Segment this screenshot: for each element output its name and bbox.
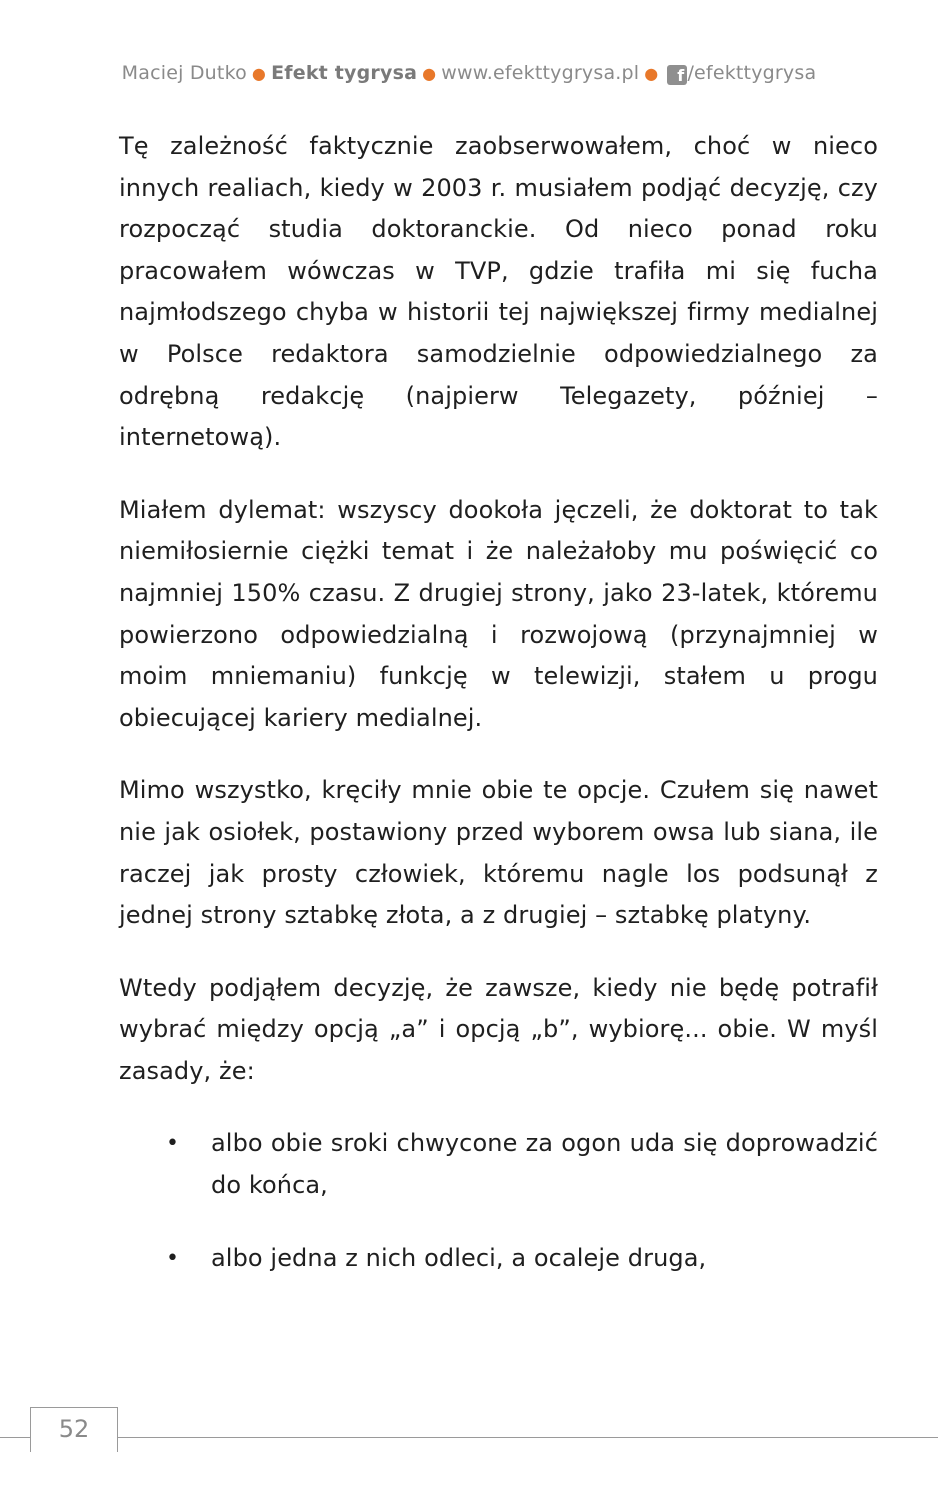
paragraph-1: Tę zależność faktycznie zaobserwowałem, choć w nieco innych realiach, kiedy w 2003 r. musiałem podjąć decyzję, czy rozpocząć studia doktoranckie. Od nieco ponad roku pracowałem wówczas w TVP, gdzie trafiła mi się fucha najmłodszego chyba w historii tej największej firmy medialnej w Polsce redaktora samodzielnie odpowiedzialnego za odrębną redakcję (najpierw Telegazety, później – internetową). [119, 132, 878, 452]
header-separator-2: ● [422, 64, 437, 83]
list-item [119, 1123, 878, 1206]
list-item [119, 1238, 878, 1280]
header-facebook-handle[interactable]: /efekttygrysa [687, 62, 817, 84]
footer-rule [0, 1437, 938, 1438]
bullet-icon: • [166, 1131, 180, 1157]
header-book-title: Efekt tygrysa [271, 62, 418, 84]
header-website-link[interactable]: www.efekttygrysa.pl [441, 62, 640, 84]
list-item-text: albo obie sroki chwycone za ogon uda się doprowadzić do końca, [211, 1129, 878, 1200]
paragraph-4: Wtedy podjąłem decyzję, że zawsze, kiedy nie będę potrafił wybrać między opcją „a” i opcją „b”, wybiorę... obie. W myśl zasady, że: [119, 973, 878, 1085]
bullet-list [119, 1123, 878, 1279]
header-separator-3: ● [644, 64, 659, 83]
page-body [119, 126, 878, 1310]
header-separator-1: ● [251, 64, 267, 83]
header-author: Maciej Dutko [121, 62, 247, 84]
facebook-icon: f [667, 65, 687, 85]
paragraph-2: Miałem dylemat: wszyscy dookoła jęczeli, że doktorat to tak niemiłosiernie ciężki temat i że należałoby mu poświęcić co najmniej 150% czasu. Z drugiej strony, jako 23-latek, któremu powierzono odpowiedzialną i rozwojową (przynajmniej w moim mniemaniu) funkcję w telewizji, stałem u progu obiecującej kariery medialnej. [119, 495, 878, 732]
bullet-icon: • [166, 1245, 180, 1271]
page-number: 52 [58, 1415, 90, 1443]
paragraph-3: Mimo wszystko, kręciły mnie obie te opcje. Czułem się nawet nie jak osiołek, postawiony przed wyborem owsa lub siana, ile raczej jak prosty człowiek, któremu nagle los podsunął z jednej strony sztabkę złota, a z drugiej – sztabkę platyny. [119, 776, 878, 930]
list-item-text: albo jedna z nich odleci, a ocaleje druga, [211, 1243, 707, 1272]
running-header [0, 62, 938, 85]
